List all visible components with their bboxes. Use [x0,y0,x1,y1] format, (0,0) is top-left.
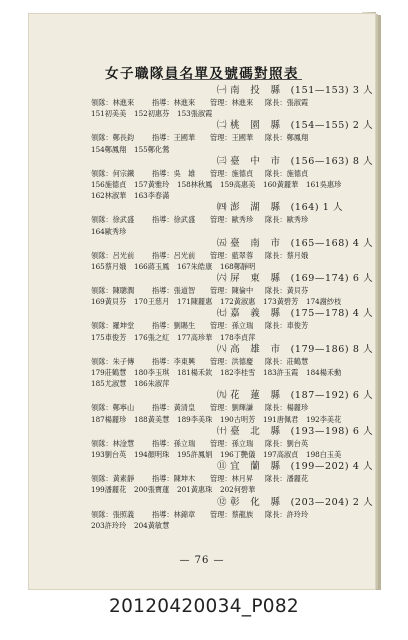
staff-line [91,473,383,484]
group-region-name: 屏 東 縣 [230,273,281,285]
role-label: 領隊： [91,133,113,143]
member-entry: 184楊禾動 [306,368,342,377]
staff-captain [265,168,308,179]
role-label: 隊長： [265,438,287,448]
role-label: 隊長： [265,356,287,366]
staff-manager [210,250,265,261]
role-label: 領隊： [91,250,113,260]
member-entry: 198白玉美 [306,449,342,459]
member-entry: 202何碧華 [220,485,256,495]
staff-coach [152,214,210,225]
staff-captain [265,438,308,449]
staff-coach [152,438,210,449]
role-label: 隊長： [265,98,287,107]
group-number: ㈢ [217,155,228,167]
role-label: 指導： [152,474,174,484]
staff-name: 呂光前 [173,250,196,260]
staff-manager [210,509,265,520]
member-line [91,414,383,425]
role-label: 管理： [210,356,232,366]
member-entry: 170王慈月 [134,297,170,307]
member-entry: 176張之紅 [134,332,170,342]
staff-captain [265,132,308,143]
member-line [91,179,383,190]
staff-name: 鄭寧山 [112,403,135,413]
staff-leader [91,285,152,296]
group-range: (156—163) 8 人 [290,155,374,167]
staff-coach [152,473,210,484]
staff-leader [91,438,152,449]
group-number: ㈥ [217,273,228,285]
role-label: 指導： [152,98,174,107]
role-label: 隊長： [265,286,287,296]
staff-manager [210,214,265,225]
group-number: ㈨ [217,390,228,402]
member-entry: 194顏明珠 [134,449,170,459]
staff-line [91,402,383,413]
member-entry: 204黃敏慧 [134,520,170,530]
member-entry: 188黃美慧 [134,414,170,424]
staff-name: 林進來 [231,98,254,107]
member-line [91,261,383,272]
member-entry: 162林淑華 [91,191,127,201]
group-region-name: 臺 南 市 [230,237,281,249]
member-entry: 159高惠美 [220,179,256,189]
role-label: 管理： [210,403,232,413]
role-label: 領隊： [91,356,113,366]
staff-name: 孫立瑞 [173,438,196,448]
group-heading [91,496,383,509]
role-label: 管理： [210,133,232,143]
staff-name: 歐秀珍 [286,215,309,225]
group-number: ㈤ [217,237,228,249]
roster-group [91,119,383,154]
staff-line [91,250,383,261]
role-label: 指導： [152,250,174,260]
role-label: 指導： [152,133,174,143]
member-line [91,378,383,389]
roster-group [91,343,383,390]
staff-name: 王國華 [231,133,254,143]
staff-leader [91,473,152,484]
role-label: 指導： [152,215,174,225]
role-label: 管理： [210,438,232,448]
member-entry: 190古明芳 [220,414,256,424]
staff-name: 朱子傳 [112,356,135,366]
role-label: 指導： [152,321,174,331]
staff-name: 陳坤木 [173,474,196,484]
member-entry: 180李玉琪 [134,368,170,377]
member-entry: 186朱淑萍 [134,379,170,389]
staff-coach [152,509,210,520]
member-entry: 166蔣玉鳳 [134,261,170,271]
role-label: 隊長： [265,168,287,178]
staff-line [91,320,383,331]
staff-leader [91,356,152,367]
title-underline [162,79,302,80]
member-entry: 203許玲玲 [91,520,127,530]
role-label: 領隊： [91,509,113,519]
group-heading [91,201,383,214]
member-entry: 174謝紗枝 [306,297,342,307]
staff-name: 張照義 [112,509,135,519]
staff-name: 施德貞 [286,168,309,178]
group-range: (151—153) 3 人 [290,85,374,96]
group-region-name: 高 雄 市 [230,343,281,355]
roster-group [91,496,383,531]
staff-name: 黃貝芬 [286,286,309,296]
staff-line [91,132,383,143]
group-region-name: 澎 湖 縣 [230,202,281,214]
staff-manager [210,285,265,296]
group-number: ⑫ [217,496,228,508]
staff-captain [265,97,308,108]
group-heading [91,119,383,132]
staff-leader [91,250,152,261]
group-range: (175—178) 4 人 [290,308,374,320]
member-entry: 196丁艷儀 [220,449,256,459]
staff-name: 洪德慶 [231,356,254,366]
role-label: 管理： [210,321,232,331]
staff-captain [265,214,308,225]
group-range: (169—174) 6 人 [290,273,374,285]
role-label: 管理： [210,286,232,296]
member-entry: 193劉台英 [91,449,127,459]
member-entry: 156施德貞 [91,179,127,189]
roster-group [91,272,383,307]
member-line [91,108,383,119]
group-heading [91,343,383,356]
staff-name: 林進來 [173,98,196,107]
member-entry: 160黃麗華 [263,179,299,189]
staff-name: 吳 雄 [173,168,196,178]
member-entry: 185尤淑慧 [91,379,127,389]
role-label: 隊長： [265,133,287,143]
group-range: (187—192) 6 人 [290,390,374,402]
group-region-name: 臺 中 市 [230,155,281,167]
role-label: 指導： [152,286,174,296]
member-entry: 163李春滿 [134,191,170,201]
role-label: 隊長： [265,321,287,331]
member-entry: 158林秋鳳 [177,179,213,189]
staff-name: 徐武盛 [173,215,196,225]
member-entry: 175車俊芳 [91,332,127,342]
role-label: 隊長： [265,509,287,519]
staff-line [91,285,383,296]
staff-name: 車俊芳 [286,321,309,331]
roster-group [91,237,383,272]
staff-coach [152,285,210,296]
staff-manager [210,438,265,449]
staff-manager [210,168,265,179]
member-entry: 154鄭鳳翔 [91,144,127,154]
group-region-name: 彰 化 縣 [230,496,281,508]
group-range: (154—155) 2 人 [290,120,374,132]
role-label: 管理： [210,474,232,484]
staff-name: 劉輝謙 [231,403,254,413]
role-label: 領隊： [91,215,113,225]
group-number: ㈡ [217,120,228,132]
role-label: 領隊： [91,474,113,484]
group-number: ㈣ [217,202,228,214]
roster-group [91,155,383,202]
group-region-name: 南 投 縣 [230,85,281,96]
member-line [91,296,383,307]
member-line [91,449,383,460]
staff-name: 許玲玲 [286,509,309,519]
page-number: — 76 — [179,555,225,566]
staff-name: 孫立瑞 [231,321,254,331]
staff-leader [91,132,152,143]
roster-list [91,84,383,531]
staff-name: 楊麗珍 [286,403,309,413]
staff-leader [91,214,152,225]
staff-name: 劉台英 [286,438,309,448]
role-label: 領隊： [91,438,113,448]
member-entry: 164歐秀珍 [91,226,127,236]
role-label: 領隊： [91,403,113,413]
role-label: 領隊： [91,168,113,178]
staff-name: 林錦章 [173,509,196,519]
staff-manager [210,402,265,413]
staff-name: 李東興 [173,356,196,366]
member-entry: 201黃惠珠 [177,485,213,495]
member-entry: 192李美花 [306,414,342,424]
staff-name: 呂光前 [112,250,135,260]
staff-captain [265,285,308,296]
staff-line [91,356,383,367]
roster-group [91,460,383,495]
staff-captain [265,473,308,484]
staff-coach [152,356,210,367]
member-entry: 177高珍華 [177,332,213,342]
role-label: 管理： [210,168,232,178]
member-entry: 181楊禾欽 [177,368,213,377]
member-entry: 189李美珠 [177,414,213,424]
role-label: 指導： [152,168,174,178]
group-region-name: 臺 北 縣 [230,425,281,437]
member-entry: 168鄭靜明 [220,261,256,271]
staff-name: 黃素靜 [112,474,135,484]
member-line [91,367,383,378]
group-range: (164) 1 人 [290,202,344,214]
staff-leader [91,509,152,520]
staff-name: 林進來 [112,98,135,107]
group-heading [91,389,383,402]
group-range: (165—168) 4 人 [290,237,374,249]
role-label: 隊長： [265,250,287,260]
roster-group [91,84,383,119]
staff-name: 蔡月娥 [286,250,309,260]
staff-name: 陳倫中 [231,286,254,296]
staff-name: 歐秀珍 [231,215,254,225]
group-heading [91,460,383,473]
staff-captain [265,250,308,261]
group-range: (203—204) 2 人 [290,496,374,508]
staff-name: 張道智 [173,286,196,296]
member-entry: 195許鳳娟 [177,449,213,459]
member-entry: 171陳麗惠 [177,297,213,307]
staff-captain [265,509,308,520]
member-entry: 179莊鶴慧 [91,368,127,377]
role-label: 領隊： [91,98,113,107]
member-line [91,332,383,343]
member-line [91,520,383,531]
staff-line [91,509,383,520]
member-entry: 182李桂雪 [220,368,256,377]
staff-leader [91,97,152,108]
staff-line [91,438,383,449]
staff-name: 何宗鐵 [112,168,135,178]
staff-name: 蔡龍族 [231,509,254,519]
staff-coach [152,250,210,261]
group-range: (179—186) 8 人 [290,343,374,355]
group-number: ㈩ [217,425,228,437]
role-label: 隊長： [265,474,287,484]
role-label: 隊長： [265,403,287,413]
staff-name: 林月昇 [231,474,254,484]
group-number: ⑪ [217,461,228,473]
staff-captain [265,402,308,413]
staff-name: 劉賜生 [173,321,196,331]
member-entry: 152初惠芬 [134,109,170,119]
staff-manager [210,356,265,367]
page-title: 女子職隊員名單及號碼對照表 [105,66,299,82]
staff-line [91,97,383,108]
staff-name: 陳聰潤 [112,286,135,296]
member-entry: 167朱皓康 [177,261,213,271]
staff-coach [152,320,210,331]
staff-name: 羅坤堂 [112,321,135,331]
image-caption: 20120420034_P082 [109,596,299,617]
role-label: 領隊： [91,321,113,331]
staff-coach [152,132,210,143]
role-label: 管理： [210,509,232,519]
staff-name: 鄭鳳翔 [286,133,309,143]
group-heading [91,84,383,97]
staff-captain [265,356,308,367]
member-entry: 199潘麗花 [91,485,127,495]
document-page [29,14,375,589]
staff-name: 林淦慧 [112,438,135,448]
staff-line [91,214,383,225]
group-region-name: 花 蓮 縣 [230,390,281,402]
role-label: 指導： [152,356,174,366]
group-heading [91,272,383,285]
group-region-name: 桃 園 縣 [230,120,281,132]
staff-leader [91,402,152,413]
member-entry: 169黃貝芬 [91,297,127,307]
member-entry: 155鄭化鶯 [134,144,170,154]
member-entry: 178李貞萍 [220,332,256,342]
staff-manager [210,132,265,143]
staff-name: 施德貞 [231,168,254,178]
member-line [91,226,383,237]
member-entry: 200張寶蓮 [134,485,170,495]
group-number: ㈧ [217,343,228,355]
role-label: 領隊： [91,286,113,296]
member-entry: 173黃碧芳 [263,297,299,307]
group-heading [91,155,383,168]
group-heading [91,237,383,250]
role-label: 指導： [152,403,174,413]
member-entry: 165蔡月娥 [91,261,127,271]
staff-coach [152,402,210,413]
member-entry: 187楊麗珍 [91,414,127,424]
staff-coach [152,168,210,179]
role-label: 指導： [152,438,174,448]
staff-captain [265,320,308,331]
roster-group [91,307,383,342]
member-entry: 191唐佩君 [263,414,299,424]
staff-leader [91,320,152,331]
role-label: 指導： [152,509,174,519]
member-entry: 151初美美 [91,109,127,119]
staff-line [91,168,383,179]
staff-manager [210,97,265,108]
staff-name: 藍翠蓉 [231,250,254,260]
staff-manager [210,473,265,484]
member-entry: 197高淑貞 [263,449,299,459]
roster-group [91,389,383,424]
group-number: ㈠ [217,85,228,96]
member-line [91,484,383,495]
role-label: 管理： [210,215,232,225]
group-region-name: 宜 蘭 縣 [230,461,281,473]
member-line [91,144,383,155]
group-range: (199—202) 4 人 [290,461,374,473]
member-entry: 157黃雅玲 [134,179,170,189]
staff-name: 徐武盛 [112,215,135,225]
group-range: (193—198) 6 人 [290,425,374,437]
member-line [91,190,383,201]
group-region-name: 嘉 義 縣 [230,308,281,320]
staff-name: 孫立瑞 [231,438,254,448]
member-entry: 161吳惠珍 [306,179,342,189]
staff-leader [91,168,152,179]
member-entry: 172黃淑惠 [220,297,256,307]
staff-name: 黃清皇 [173,403,196,413]
role-label: 隊長： [265,215,287,225]
member-entry: 183許玉霞 [263,368,299,377]
role-label: 管理： [210,98,232,107]
group-heading [91,425,383,438]
staff-name: 鄭長鈞 [112,133,135,143]
staff-coach [152,97,210,108]
staff-name: 莊鶴慧 [286,356,309,366]
group-heading [91,307,383,320]
role-label: 管理： [210,250,232,260]
roster-group [91,201,383,236]
member-entry: 153張淑霞 [177,109,213,119]
staff-name: 張淑霞 [286,98,309,107]
staff-name: 潘麗花 [286,474,309,484]
staff-manager [210,320,265,331]
roster-group [91,425,383,460]
group-number: ㈦ [217,308,228,320]
staff-name: 王國華 [173,133,196,143]
